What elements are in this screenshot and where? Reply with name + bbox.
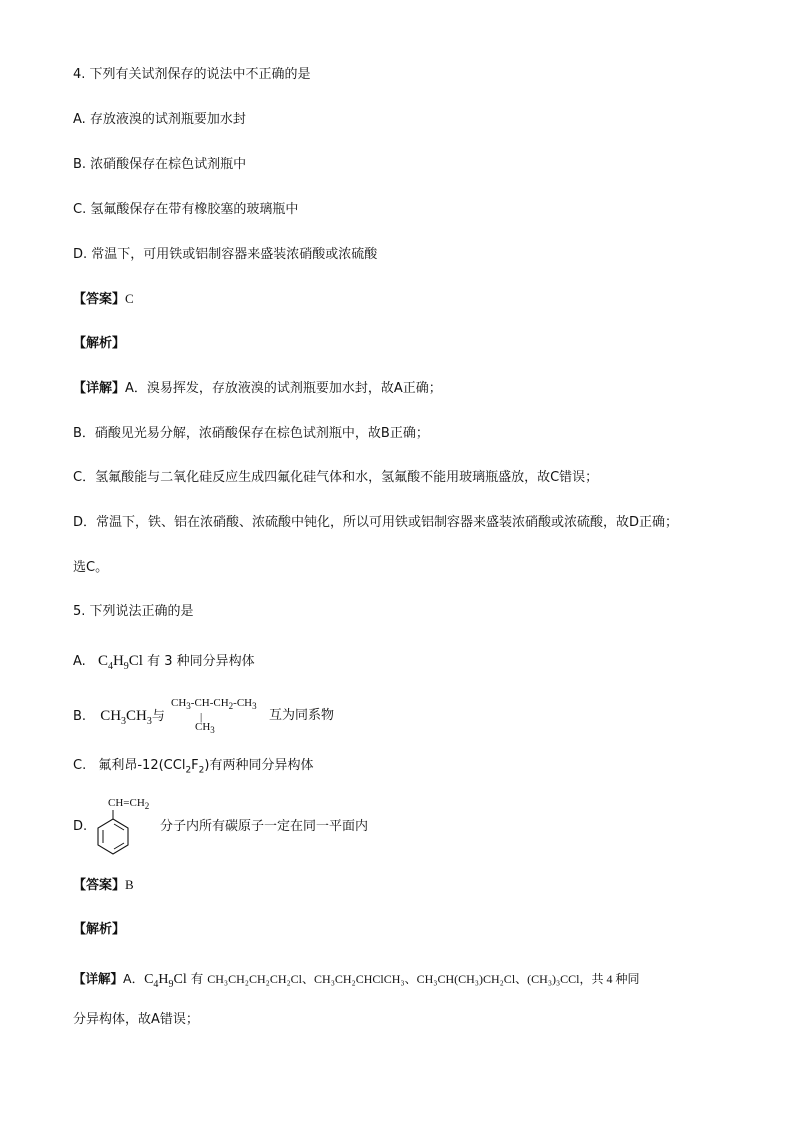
formula-c4h9cl-detail: $C_4H_9Cl$ [144,972,187,990]
detail-label: 【详解】 [73,381,126,396]
q4-conclusion: 选C。 [73,560,109,575]
q5-option-c [73,757,313,780]
option-text: 氟利昂$-12(CCl_2F_2)$有两种同分异构体 [98,758,314,776]
q4-detail-c: C．氢氟酸能与二氧化硅反应生成四氟化硅气体和水，氢氟酸不能用玻璃瓶盛放，故C错误； [73,470,599,485]
q4-option-c: C. 氢氟酸保存在带有橡胶塞的玻璃瓶中 [73,202,299,217]
q4-option-d: D. 常温下，可用铁或铝制容器来盛装浓硝酸或浓硫酸 [73,247,378,262]
answer-value: C [125,291,134,306]
q5-option-a [73,652,255,676]
q5-detail-a-line2: 分异构体，故A错误； [73,1012,199,1027]
detail-label: 【详解】 [73,971,124,986]
formula-c4h9cl: $C_4H_9Cl$ [97,653,143,672]
q4-stem: 4. 下列有关试剂保存的说法中不正确的是 [73,67,311,82]
formula-ethane: $CH_3CH_3$ [100,708,152,727]
answer-label: 【答案】 [73,292,126,307]
detail-prefix: A． [123,971,145,986]
q5-option-b [73,707,165,731]
isomer-list: CH₃CH₂CH₂CH₂Cl、CH₃CH₂CHClCH₃、CH₃CH(CH₃)CH₂Cl、(CH₃)₃CCl，共 4 种同 [207,972,640,986]
q5-option-b-tail: 互为同系物 [269,708,335,723]
q5-detail-a-line1 [73,970,640,994]
q4-detail-b: B．硝酸见光易分解，浓硝酸保存在棕色试剂瓶中，故B正确； [73,426,429,441]
option-label: A. [73,654,86,669]
option-text: 有 3 种同分异构体 [147,654,255,669]
q5-option-d-label: D. [73,819,88,834]
option-text-and: 与 [151,709,165,724]
answer-value: B [125,877,134,892]
q4-analysis-label: 【解析】 [73,336,126,351]
q4-option-b: B. 浓硝酸保存在棕色试剂瓶中 [73,157,247,172]
q5-answer [73,876,134,895]
q4-detail-a [73,380,442,398]
q5-option-d-text: 分子内所有碳原子一定在同一平面内 [160,819,369,834]
benzene-ring [94,808,134,858]
option-label: C. [73,758,87,773]
q4-answer [73,290,134,309]
styrene-vinyl: $CH=CH_2$ [108,797,150,812]
q5-analysis-label: 【解析】 [73,922,126,937]
detail-mid: 有 [190,971,204,986]
detail-text: A．溴易挥发，存放液溴的试剂瓶要加水封，故A正确； [125,381,442,396]
q4-option-a: A. 存放液溴的试剂瓶要加水封 [73,112,246,127]
option-label: B. [73,709,87,724]
answer-label: 【答案】 [73,878,126,893]
q4-detail-d: D．常温下，铁、铝在浓硝酸、浓硫酸中钝化，所以可用铁或铝制容器来盛装浓硝酸或浓硫酸，故D正确； [73,515,679,530]
isopentane-structure: $CH_3-CH-CH_2-CH_3$ | $CH_3$ [171,697,257,736]
q5-stem: 5. 下列说法正确的是 [73,604,194,619]
